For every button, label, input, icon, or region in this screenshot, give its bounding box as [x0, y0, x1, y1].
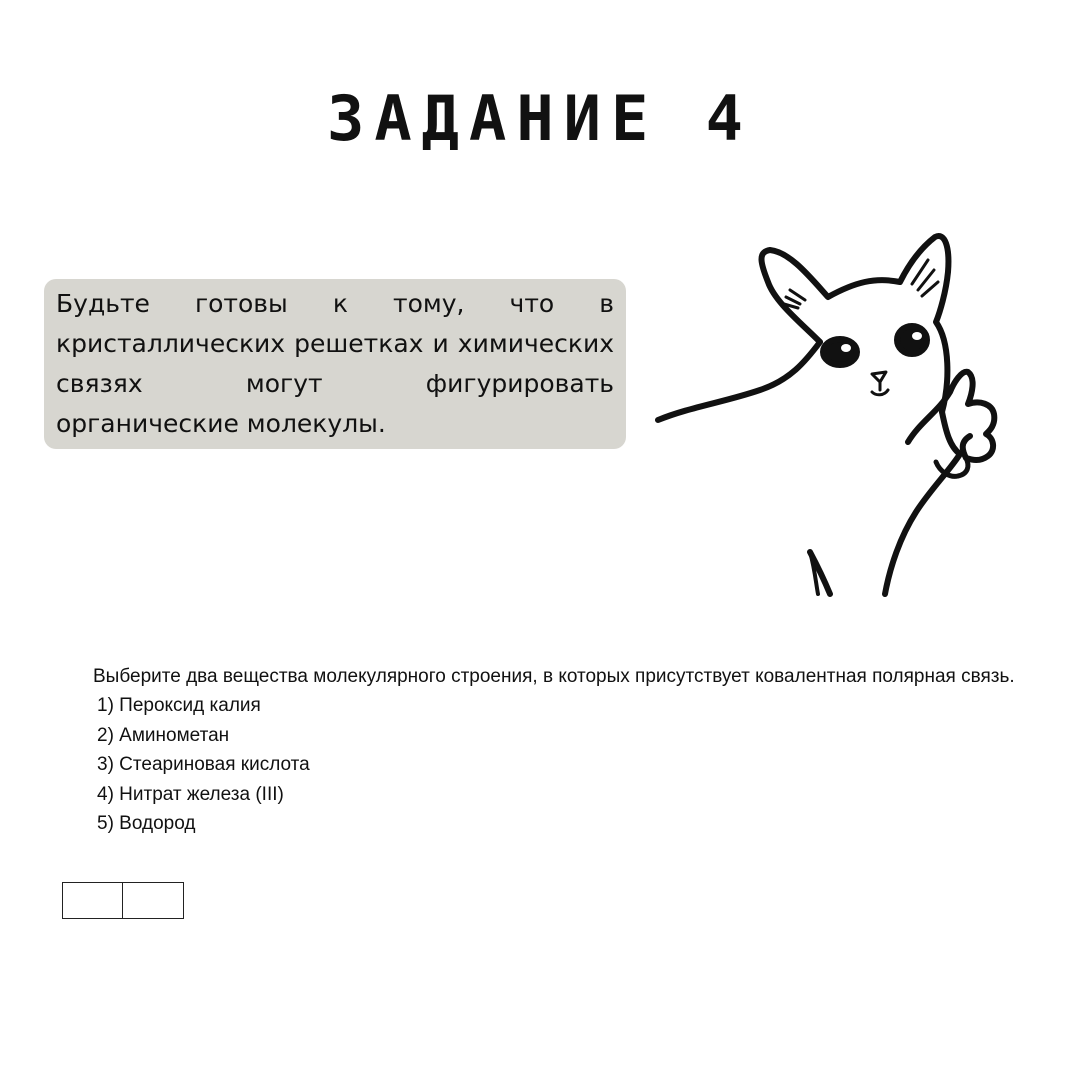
question-block [50, 662, 1020, 839]
cat-thumbs-up-icon [650, 222, 1020, 597]
page-title: ЗАДАНИЕ 4 [327, 82, 753, 155]
note-callout [44, 279, 626, 449]
answer-cell[interactable] [123, 882, 184, 919]
option-item: 1) Пероксид калия [97, 695, 261, 716]
options-list [50, 691, 1020, 839]
answer-grid [62, 882, 184, 919]
note-text: Будьте готовы к тому, что в кристаллических решетках и химических связях могут фигурировать органические молекулы. [44, 279, 626, 449]
option-item: 5) Водород [97, 813, 196, 834]
option-item: 2) Аминометан [97, 724, 230, 746]
option-item: 3) Стеариновая кислота [97, 754, 310, 775]
answer-cell[interactable] [62, 882, 123, 919]
question-stem: Выберите два вещества молекулярного строения, в которых присутствует ковалентная полярная связь. [93, 666, 1015, 687]
option-item: 4) Нитрат железа (III) [97, 783, 284, 805]
